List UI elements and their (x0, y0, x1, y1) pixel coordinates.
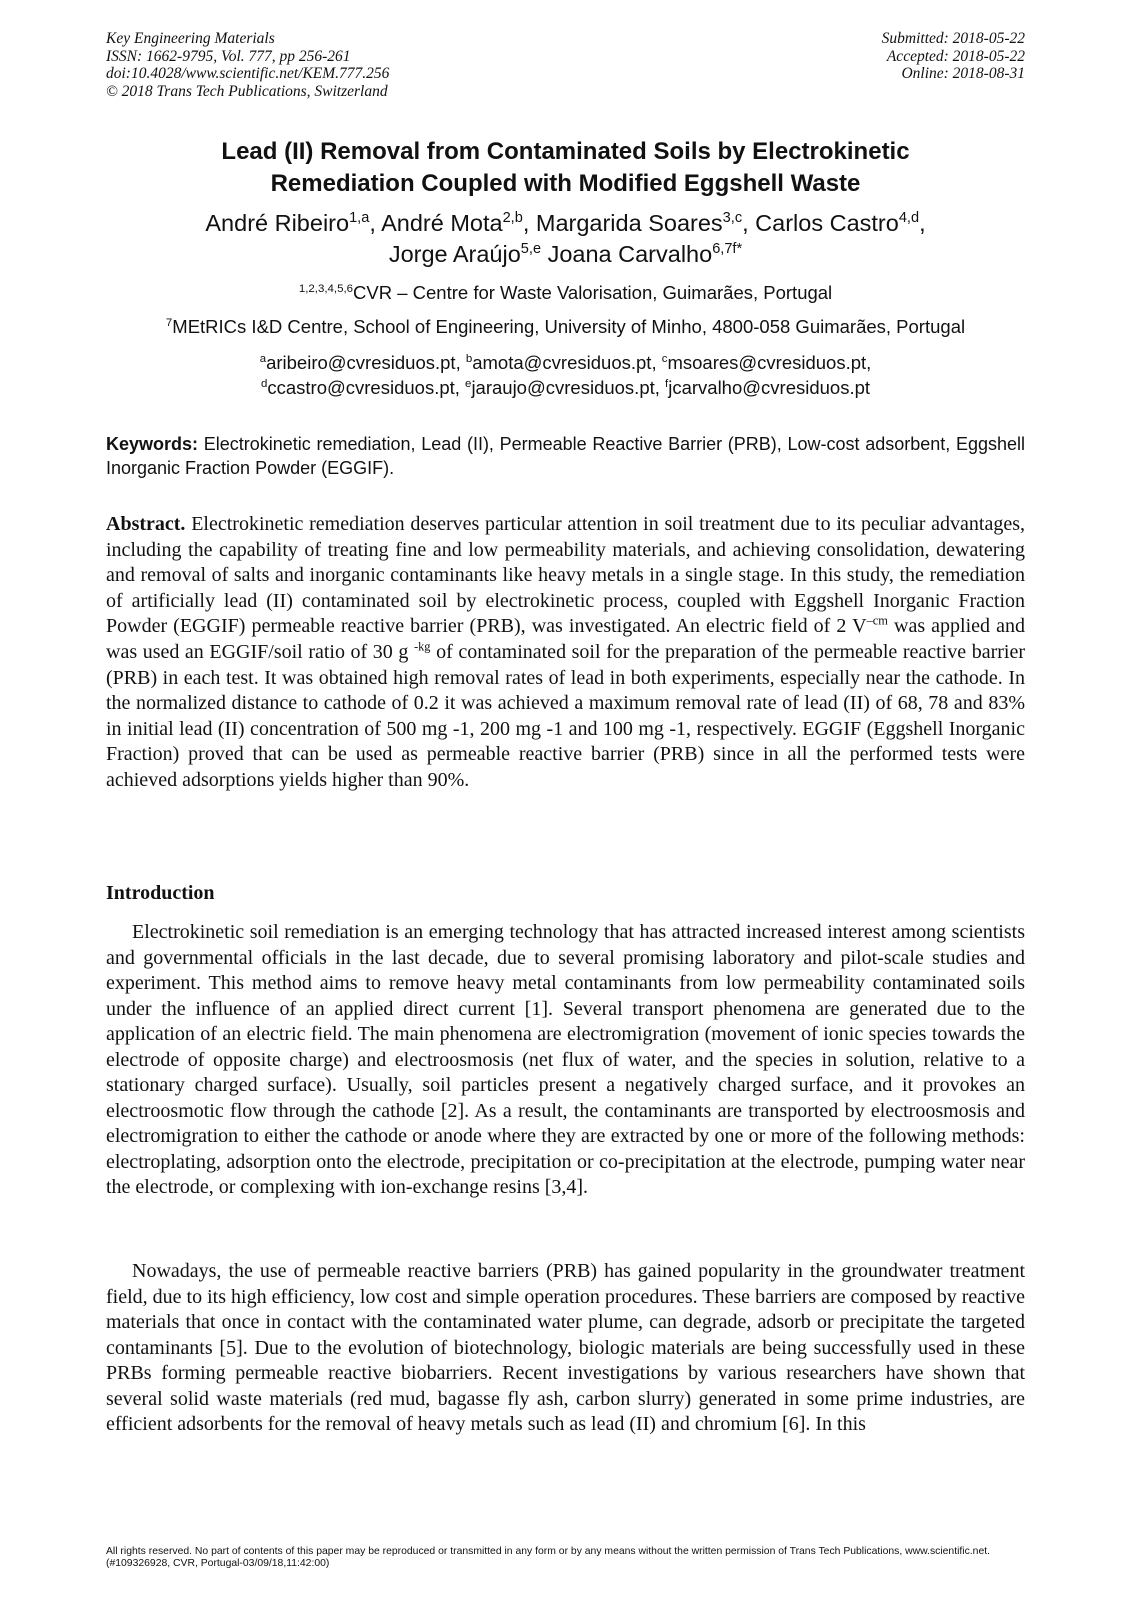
author-separator: , (522, 210, 536, 236)
affiliation-1 (106, 282, 1025, 304)
author-name: André Mota (381, 210, 503, 236)
email-separator: , (651, 352, 662, 373)
keywords-label: Keywords: (106, 434, 199, 454)
section-heading-introduction: Introduction (106, 882, 215, 904)
copyright-footer: All rights reserved. No part of contents of this paper may be reproduced or transmitted in any form or by any means without the written permission of Trans Tech Publications, www.scientific.net. (#109326928, CVR, Portugal-03/09/18,11:42:00) (106, 1546, 990, 1569)
abstract-unit-superscript: –cm (866, 613, 888, 628)
submitted-date: Submitted: 2018-05-22 (881, 30, 1025, 47)
author-separator: , (742, 210, 756, 236)
email-address[interactable]: msoares@cvresiduos.pt (667, 352, 867, 373)
issn-line: ISSN: 1662-9795, Vol. 777, pp 256-261 (106, 47, 351, 65)
abstract-block (106, 512, 1025, 794)
email-address[interactable]: amota@cvresiduos.pt (472, 352, 652, 373)
affiliation-superscript: 7 (165, 316, 173, 329)
email-separator: , (454, 377, 466, 398)
email-separator: , (654, 377, 666, 398)
abstract-label: Abstract. (106, 513, 186, 535)
affiliation-2 (106, 316, 1025, 338)
email-line-1 (106, 350, 1025, 375)
introduction-paragraph-1: Electrokinetic soil remediation is an emerging technology that has attracted increased interest among scientists and governmental officials in the last decade, due to several promising laboratory and pilot-scale studies and experiment. This method aims to remove heavy metal contaminants from low permeability contaminated soils under the influence of an applied direct current [1]. Several transport phenomena are generated due to the application of an electric field. The main phenomena are electromigration (movement of ionic species towards the electrode of opposite charge) and electroosmosis (net flux of water, and the species in solution, relative to a stationary charged surface). Usually, soil particles present a negatively charged surface, and it provokes an electroosmotic flow through the cathode [2]. As a result, the contaminants are transported by electroosmosis and electromigration to either the cathode or anode where they are extracted by one or more of the following methods: electroplating, adsorption onto the electrode, precipitation or co-precipitation at the electrode, pumping water near the electrode, or complexing with ion-exchange resins [3,4]. (106, 921, 1025, 1198)
accepted-date: Accepted: 2018-05-22 (886, 47, 1025, 65)
paper-title (106, 136, 1025, 200)
author-list (106, 208, 1025, 270)
copyright-line: © 2018 Trans Tech Publications, Switzerland (106, 82, 388, 100)
author-line-1 (106, 208, 1025, 239)
email-line-2 (106, 375, 1025, 400)
email-separator: , (455, 352, 466, 373)
email-address[interactable]: ccastro@cvresiduos.pt (267, 377, 455, 398)
online-date: Online: 2018-08-31 (901, 65, 1025, 82)
journal-info (106, 30, 389, 100)
author-name: Joana Carvalho (547, 241, 713, 267)
author-line-2 (106, 239, 1025, 270)
abstract-unit-superscript: -kg (413, 639, 431, 654)
title-line-1: Lead (II) Removal from Contaminated Soils by Electrokinetic (221, 138, 910, 165)
email-superscript: b (465, 352, 473, 365)
email-superscript: a (259, 352, 267, 365)
keywords-text: Electrokinetic remediation, Lead (II), Permeable Reactive Barrier (PRB), Low-cost adsorbent, Eggshell Inorganic Fraction Powder (EGGIF). (106, 434, 1025, 478)
submission-dates (882, 30, 1025, 83)
email-address[interactable]: jcarvalho@cvresiduos.pt (668, 377, 871, 398)
author-name: André Ribeiro (205, 210, 350, 236)
email-address[interactable]: jaraujo@cvresiduos.pt (471, 377, 655, 398)
affiliation-text: CVR – Centre for Waste Valorisation, Guimarães, Portugal (353, 282, 833, 303)
author-name: Carlos Castro (755, 210, 899, 236)
doi-line: doi:10.4028/www.scientific.net/KEM.777.256 (106, 65, 390, 82)
title-line-2: Remediation Coupled with Modified Eggshell Waste (270, 170, 861, 197)
affiliation-superscript: 1,2,3,4,5,6 (298, 282, 354, 295)
email-separator: , (866, 352, 872, 373)
abstract-text: of contaminated soil for the preparation of the permeable reactive barrier (PRB) in each test. It was obtained high removal rates of lead in both experiments, especially near the cathode. In the normalized distance to cathode of 0.2 it was achieved a maximum removal rate of lead (II) of 68, 78 and 83% in initial lead (II) concentration of 500 mg -1, 200 mg -1 and 100 mg -1, respectively. EGGIF (Eggshell Inorganic Fraction) proved that can be used as permeable reactive barrier (PRB) since in all the performed tests were achieved adsorptions yields higher than 90%. (106, 640, 1025, 791)
author-superscript: 3,c (722, 209, 743, 226)
email-address[interactable]: aribeiro@cvresiduos.pt (266, 352, 456, 373)
abstract-text: Electrokinetic remediation deserves particular attention in soil treatment due to its peculiar advantages, including the capability of treating fine and low permeability materials, and achieving consolidation, dewatering and removal of salts and inorganic contaminants like heavy metals in a single stage. In this study, the remediation of artificially lead (II) contaminated soil by electrokinetic process, coupled with Eggshell Inorganic Fraction Powder (EGGIF) permeable reactive barrier (PRB), was investigated. An electric field of 2 V (106, 513, 1026, 638)
abstract-text: was applied and was used an EGGIF/soil ratio of 30 g (106, 615, 1025, 663)
journal-name: Key Engineering Materials (106, 30, 275, 47)
email-superscript: c (661, 352, 668, 365)
author-superscript: 2,b (502, 209, 523, 226)
author-name: Margarida Soares (535, 210, 723, 236)
introduction-paragraph-2: Nowadays, the use of permeable reactive barriers (PRB) has gained popularity in the groundwater treatment field, due to its high efficiency, low cost and simple operation procedures. These barriers are composed by reactive materials that once in contact with the contaminated water plume, can degrade, adsorb or precipitate the targeted contaminants [5]. Due to the evolution of biotechnology, biologic materials are being successfully used in these PRBs forming permeable reactive biobarriers. Recent investigations by various researchers have shown that several solid waste materials (red mud, bagasse fly ash, carbon slurry) generated in some prime industries, are efficient adsorbents for the removal of heavy metals such as lead (II) and chromium [6]. In this (106, 1260, 1025, 1435)
author-superscript: 4,d (898, 209, 920, 226)
author-separator: , (369, 210, 382, 236)
author-superscript: 5,e (520, 240, 542, 257)
author-superscript: 6,7f* (712, 240, 743, 257)
author-superscript: 1,a (349, 209, 370, 226)
author-name: Jorge Araújo (388, 241, 521, 267)
email-list (106, 350, 1025, 400)
email-superscript: d (260, 377, 268, 390)
keywords-block (106, 432, 1025, 480)
affiliation-text: MEtRICs I&D Centre, School of Engineering, University of Minho, 4800-058 Guimarães, Portugal (172, 316, 966, 337)
author-separator: , (919, 210, 926, 236)
email-superscript: f (665, 377, 669, 390)
email-superscript: e (465, 377, 472, 390)
